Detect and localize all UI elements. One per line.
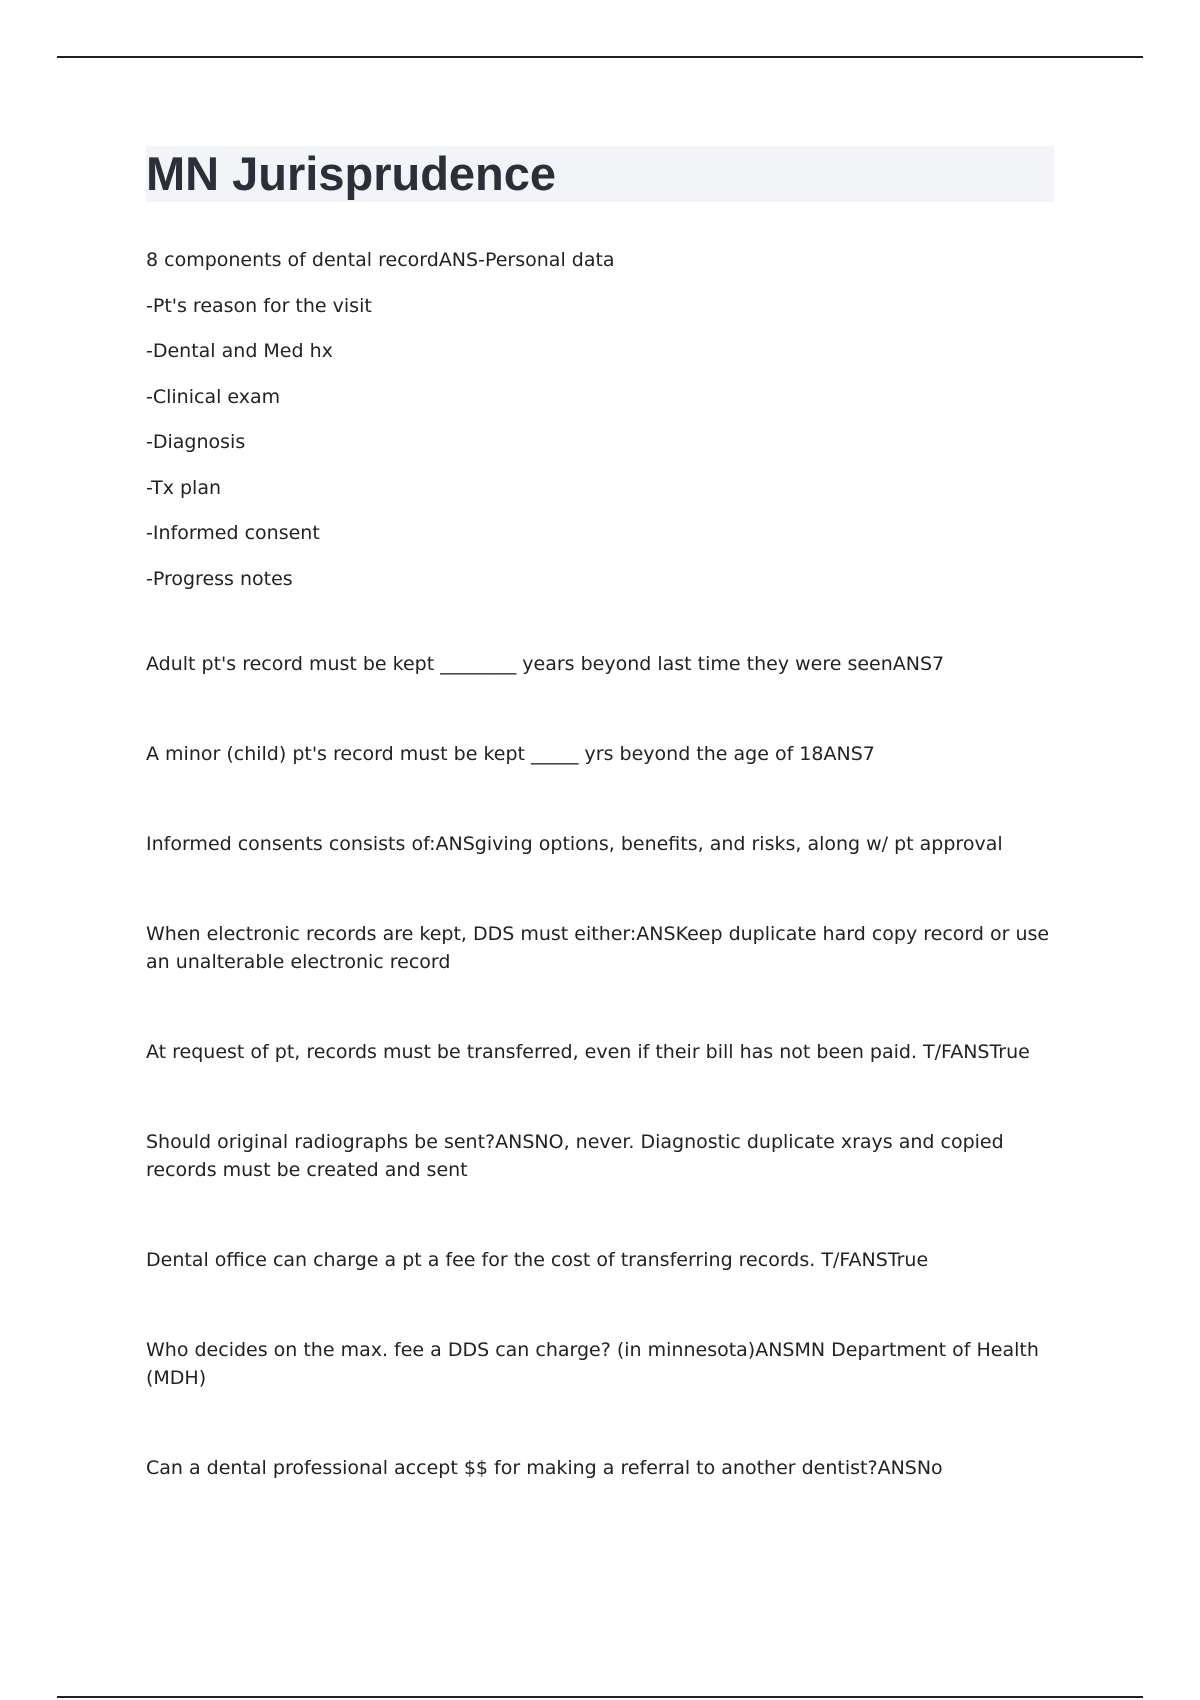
flashcard-item: Dental office can charge a pt a fee for the cost of transferring records. T/FANSTrue [146, 1249, 929, 1271]
answer-line: -Pt's reason for the visit [146, 294, 372, 317]
top-rule [57, 56, 1143, 58]
flashcard-item: A minor (child) pt's record must be kept _____ yrs beyond the age of 18ANS7 [146, 743, 875, 765]
document-body [146, 248, 1076, 1482]
bottom-rule [57, 1696, 1143, 1698]
answer-line: -Diagnosis [146, 431, 246, 453]
answer-line: Personal data [484, 249, 615, 271]
answer-line: -Tx plan [146, 476, 222, 499]
flashcard-first-line: 8 components of dental recordANS-Personal data [146, 249, 615, 271]
flashcard-item: Should original radiographs be sent?ANSNO, never. Diagnostic duplicate xrays and copied records must be created and sent [146, 1131, 1004, 1181]
answer-line: -Progress notes [146, 567, 293, 590]
page-title: MN Jurisprudence [146, 147, 557, 200]
flashcard-item: When electronic records are kept, DDS must either:ANSKeep duplicate hard copy record or use an unalterable electronic record [146, 923, 1050, 973]
flashcard-item: Can a dental professional accept $$ for making a referral to another dentist?ANSNo [146, 1457, 943, 1479]
flashcard-record-components [146, 248, 1076, 612]
answer-line: -Informed consent [146, 522, 320, 544]
answer-line: -Clinical exam [146, 385, 281, 408]
flashcard-item: Adult pt's record must be kept ________ years beyond last time they were seenANS7 [146, 653, 945, 675]
answer-line: -Dental and Med hx [146, 340, 333, 362]
flashcard-item: Informed consents consists of:ANSgiving options, benefits, and risks, along w/ pt approval [146, 833, 1003, 855]
flashcard-question: 8 components of dental record [146, 249, 439, 271]
flashcard-item: At request of pt, records must be transferred, even if their bill has not been paid. T/FANSTrue [146, 1041, 1030, 1063]
flashcard-item: Who decides on the max. fee a DDS can charge? (in minnesota)ANSMN Department of Health (MDH) [146, 1339, 1039, 1389]
